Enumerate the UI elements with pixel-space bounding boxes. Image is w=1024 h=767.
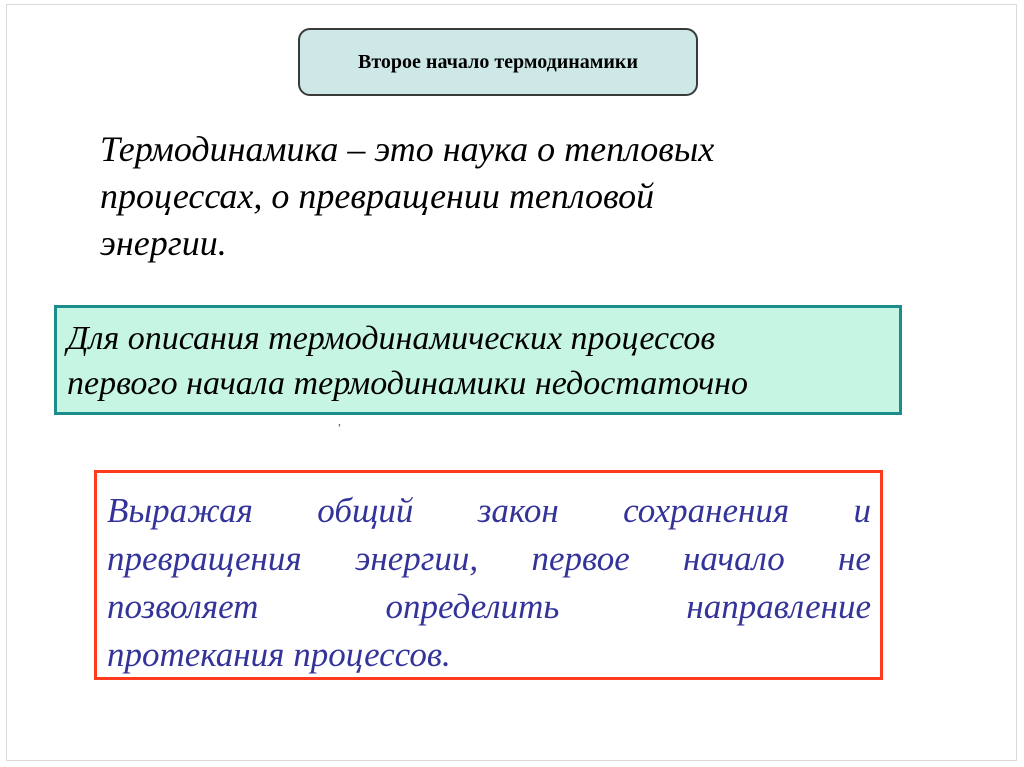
conclusion-word: направление [686, 587, 871, 626]
conclusion-line [107, 631, 871, 679]
conclusion-word: начало [683, 539, 785, 578]
conclusion-word: Выражая [107, 491, 253, 530]
title-box [298, 28, 698, 96]
insufficiency-text [67, 316, 748, 406]
conclusion-word: и [853, 491, 871, 530]
conclusion-line [107, 487, 871, 535]
conclusion-word: не [838, 539, 871, 578]
insufficiency-line: Для описания термодинамических процессов [67, 320, 716, 357]
conclusion-word: определить [385, 587, 560, 626]
conclusion-word: превращения [107, 539, 302, 578]
conclusion-line [107, 583, 871, 631]
conclusion-word: первое [531, 539, 630, 578]
definition-line: энергии. [100, 223, 227, 263]
conclusion-word: сохранения [623, 491, 790, 530]
stray-comma: , [338, 414, 341, 428]
insufficiency-box [54, 305, 902, 415]
conclusion-box [94, 470, 883, 680]
conclusion-line [107, 535, 871, 583]
conclusion-word: позволяет [107, 587, 259, 626]
conclusion-word: энергии, [354, 539, 479, 578]
definition-line: Термодинамика – это наука о тепловых [100, 129, 715, 169]
definition-text [100, 126, 800, 267]
conclusion-word: общий [317, 491, 414, 530]
conclusion-text [107, 487, 871, 679]
conclusion-word: закон [477, 491, 559, 530]
conclusion-word: протекания процессов. [107, 635, 451, 674]
insufficiency-line: первого начала термодинамики недостаточно [67, 365, 749, 402]
slide-title: Второе начало термодинамики [358, 50, 638, 73]
definition-line: процессах, о превращении тепловой [100, 176, 655, 216]
